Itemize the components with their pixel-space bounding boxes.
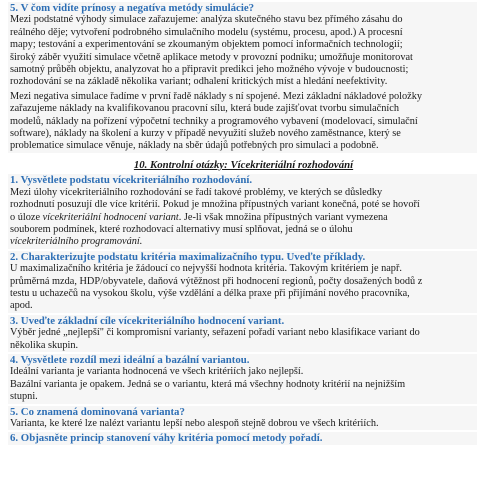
question-6-title: 6. Objasněte princip stanovení váhy kritéria pomocí metody pořadí.	[10, 432, 323, 445]
answer-5b-line1: Varianta, ke které lze nalézt variantu lepší nebo alespoň stejně dobrou ve všech kritériích.	[10, 418, 379, 429]
answer-1-line5: vícekriteriálního programování.	[10, 236, 143, 248]
question-4-title: 4. Vysvětlete rozdíl mezi ideální a bazální variantou.	[10, 353, 250, 366]
para2-line1: Mezi negativa simulace řadíme v první řadě náklady s ní spojené. Mezi základní nákladové položky	[10, 90, 423, 102]
answer-4-line3: stupni.	[10, 391, 38, 403]
question-4-section	[8, 354, 477, 404]
answer-1-line3c: . Je-li však množina přípustných variant vymezena	[178, 211, 388, 223]
answer-2-line4: apod.	[10, 300, 33, 312]
question-2-title: 2. Charakterizujte podstatu kritéria maximalizačního typu. Uveďte příklady.	[10, 250, 366, 263]
answer-1-term: vícekriteriální hodnocení variant	[42, 211, 179, 223]
question-5-title: 5. V čom vidíte prínosy a negatíva metódy simulácie?	[10, 2, 255, 14]
answer-1-line3a: o úloze	[10, 211, 43, 223]
section-title: 10. Kontrolní otázky: Vícekriteriální rozhodování	[133, 158, 354, 171]
question-2-section	[8, 251, 477, 313]
para1-line1: Mezi podstatné výhody simulace zařazujeme: analýza skutečného stavu bez přímého zásahu do	[10, 14, 403, 26]
question-5b-title: 5. Co znamená dominovaná varianta?	[10, 405, 185, 418]
question-6-section	[8, 432, 477, 444]
answer-4-line1: Ideální varianta je varianta hodnocená ve všech kritériích jako nejlepší.	[10, 366, 304, 378]
question-1-section	[8, 174, 477, 248]
para2-line2: zařazujeme náklady na kvalifikovanou pracovní sílu, která bude zajišťovat tvorbu simulačních	[10, 103, 399, 115]
answer-2-line2: průměrná mzda, HDP/obyvatele, daňová výtěžnost při hodnocení regionů, počty dosažených bodů z	[10, 275, 423, 287]
question-1-title: 1. Vysvětlete podstatu vícekriteriálního rozhodování.	[10, 174, 253, 187]
para1-line3: mapy; testování a experimentování se zkoumaným objektem pomocí informačních technologií;	[10, 39, 403, 51]
para2-line3: modelů, náklady na pořízení výpočetní techniky a programového vybavení (modelovací, simulační	[10, 115, 418, 127]
question-5-section	[8, 2, 477, 153]
answer-3-line1: Výběr jedné „nejlepší" či kompromisní varianty, seřazení pořadí variant nebo klasifikace variant do	[10, 327, 420, 339]
question-3-title: 3. Uveďte základní cíle vícekriteriálního hodnocení variant.	[10, 314, 285, 327]
answer-1-line4: souborem podmínek, které rozhodovací alternativy musí splňovat, jedná se o úlohu	[10, 223, 353, 235]
para1-line4: široký záběr využití simulace včetně aplikace metody v provozní podniku; umožňuje monitorovat	[10, 51, 413, 63]
question-5b-section	[8, 406, 477, 431]
answer-2-line3: testu u uchazečů na vysokou školu, výše vzdělání a délka praxe při přijímání nového pracovníka,	[10, 287, 410, 299]
para2-line4: software), náklady na školení a kurzy v případě nevyužití služeb nového zaměstnance, který se	[10, 128, 401, 140]
para1-line6: rozhodování se na základě několika variant; odhalení kritických míst a hledání neefektivity.	[10, 76, 388, 88]
answer-2-line1: U maximalizačního kritéria je žádoucí co nejvyšší hodnota kritéria. Takovým kritériem je např.	[10, 263, 402, 275]
answer-3-line2: několika skupin.	[10, 339, 79, 351]
answer-1-line2: rozhodnutí posuzují dle více kritérií. Pokud je množina přípustných variant konečná, poté se hovoří	[10, 199, 420, 211]
answer-1-line1: Mezi úlohy vícekriteriálního rozhodování se řadí takové problémy, ve kterých se důsledky	[10, 186, 383, 198]
answer-1-line3	[10, 212, 477, 224]
para1-line5: samotný průběh objektu, analyzovat ho a připravit predikci jeho možného vývoje v budoucnosti;	[10, 64, 409, 76]
answer-4-line2: Bazální varianta je opakem. Jedná se o variantu, která má všechny hodnoty kritérií na nejnižším	[10, 378, 406, 390]
para2-line5: problematice simulace věnuje, náklady na sběr údajů potřebných pro simulaci a podobně.	[10, 140, 379, 152]
para1-line2: reálného děje; vytvoření podrobného simulačního modelu (systému, procesu, apod.) A procesní	[10, 26, 403, 38]
question-3-section	[8, 315, 477, 352]
